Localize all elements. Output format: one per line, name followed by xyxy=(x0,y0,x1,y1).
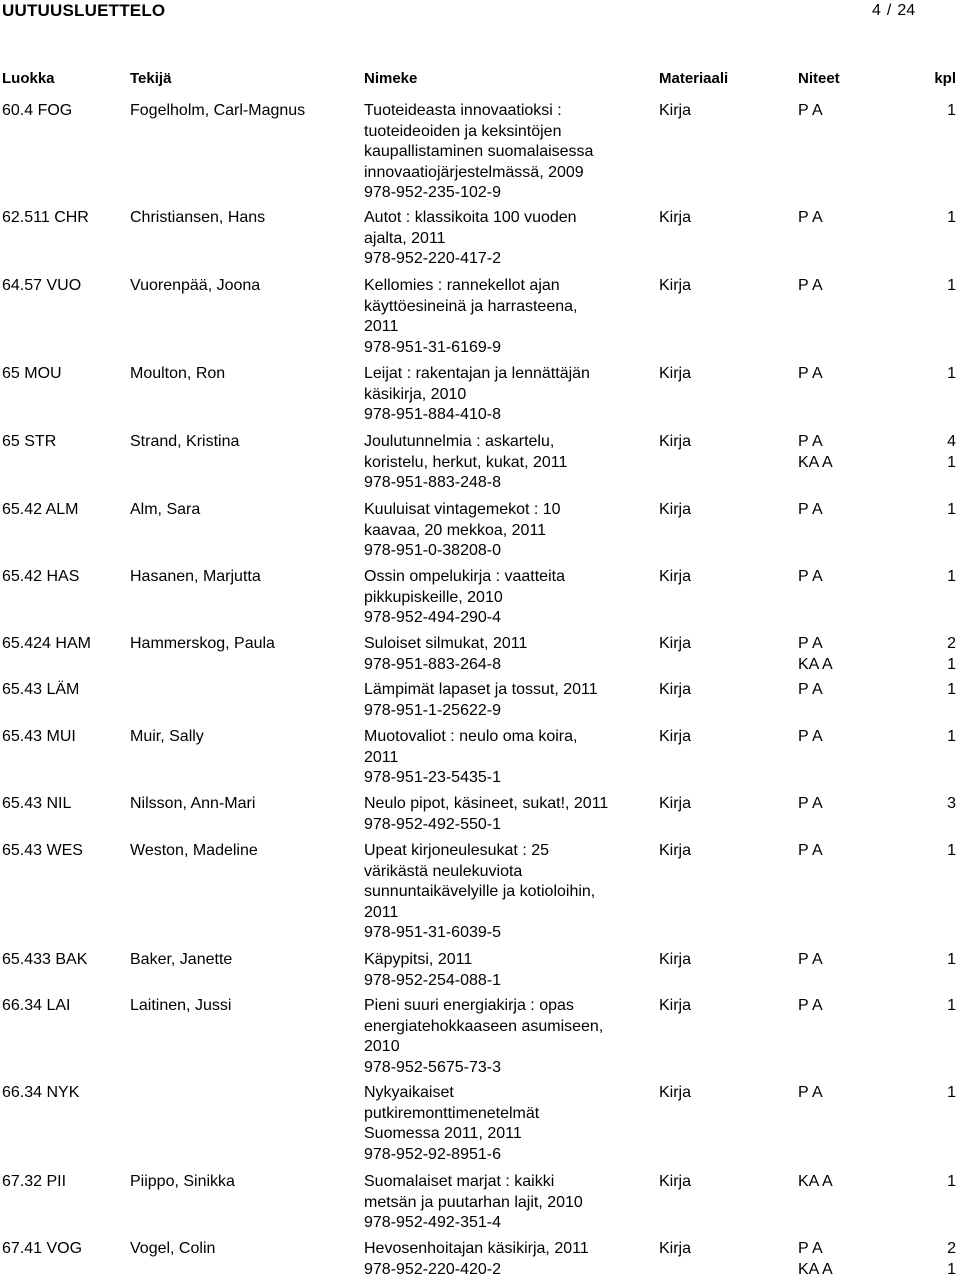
author: Alm, Sara xyxy=(130,501,201,518)
class-code: 66.34 LAI xyxy=(2,997,71,1014)
class-code: 67.32 PII xyxy=(2,1173,67,1190)
copies-count-line: 1 xyxy=(947,655,956,673)
title-line: koristelu, herkut, kukat, 2011 xyxy=(364,453,568,471)
column-header-materiaali: Materiaali xyxy=(659,70,729,87)
copies-count xyxy=(880,727,956,748)
title-block xyxy=(364,276,577,358)
author: Baker, Janette xyxy=(130,951,233,968)
copies-type-line: P A xyxy=(798,951,823,968)
copies-type xyxy=(798,1083,823,1104)
material: Kirja xyxy=(659,568,692,585)
copies-count-line: 1 xyxy=(947,1084,956,1101)
copies-type-line: KA A xyxy=(798,1173,833,1190)
class-code: 65 STR xyxy=(2,433,57,450)
title-block xyxy=(364,794,608,835)
isbn: 978-951-31-6169-9 xyxy=(364,338,501,356)
copies-type-line: P A xyxy=(798,635,823,652)
isbn: 978-952-235-102-9 xyxy=(364,184,501,201)
copies-count xyxy=(880,101,956,122)
class-code: 65.433 BAK xyxy=(2,951,88,968)
copies-type xyxy=(798,727,823,748)
column-header-niteet: Niteet xyxy=(798,70,840,87)
copies-type xyxy=(798,634,833,675)
copies-type-line: KA A xyxy=(798,453,833,471)
class-code: 65.43 MUI xyxy=(2,728,76,745)
title-line: pikkupiskeille, 2010 xyxy=(364,588,503,606)
copies-type-line: P A xyxy=(798,795,823,812)
copies-count xyxy=(880,500,956,521)
title-block xyxy=(364,1239,589,1280)
class-code: 65.43 LÄM xyxy=(2,681,80,698)
author: Vuorenpää, Joona xyxy=(130,277,261,294)
title-line: energiatehokkaaseen asumiseen, xyxy=(364,1017,604,1035)
author: Weston, Madeline xyxy=(130,842,258,859)
material: Kirja xyxy=(659,728,692,745)
title-block xyxy=(364,567,565,629)
copies-type xyxy=(798,996,823,1017)
title-block xyxy=(364,208,577,270)
author: Vogel, Colin xyxy=(130,1240,216,1257)
copies-count-line: 1 xyxy=(947,568,956,585)
copies-count xyxy=(880,634,956,675)
isbn: 978-951-883-264-8 xyxy=(364,655,501,673)
title-line: putkiremonttimenetelmät xyxy=(364,1104,540,1122)
copies-count xyxy=(880,208,956,229)
author: Fogelholm, Carl-Magnus xyxy=(130,102,306,119)
title-block xyxy=(364,1172,583,1234)
author: Christiansen, Hans xyxy=(130,209,266,226)
isbn: 978-951-31-6039-5 xyxy=(364,924,501,941)
isbn: 978-952-92-8951-6 xyxy=(364,1145,501,1163)
isbn: 978-951-23-5435-1 xyxy=(364,769,501,786)
title-line: 2011 xyxy=(364,903,399,921)
title-line: käsikirja, 2010 xyxy=(364,385,467,403)
copies-count-line: 1 xyxy=(947,1260,956,1278)
title-line: Lämpimät lapaset ja tossut, 2011 xyxy=(364,681,598,698)
copies-type-line: P A xyxy=(798,209,823,226)
copies-type xyxy=(798,276,823,297)
isbn: 978-951-884-410-8 xyxy=(364,406,501,423)
copies-count-line: 1 xyxy=(947,102,956,119)
copies-count-line: 1 xyxy=(947,842,956,859)
title-block xyxy=(364,727,577,789)
material: Kirja xyxy=(659,842,692,859)
copies-count-line: 3 xyxy=(947,795,956,812)
material: Kirja xyxy=(659,1173,692,1190)
class-code: 65.424 HAM xyxy=(2,635,91,652)
copies-count-line: 1 xyxy=(947,728,956,745)
copies-type xyxy=(798,1239,833,1280)
title-line: ajalta, 2011 xyxy=(364,229,446,247)
class-code: 65 MOU xyxy=(2,365,62,382)
class-code: 66.34 NYK xyxy=(2,1084,80,1101)
copies-count xyxy=(880,680,956,701)
copies-count-line: 1 xyxy=(947,501,956,518)
copies-count-line: 4 xyxy=(947,433,956,450)
copies-count xyxy=(880,1172,956,1193)
title-line: 2010 xyxy=(364,1038,400,1055)
copies-count xyxy=(880,841,956,862)
title-line: Upeat kirjoneulesukat : 25 xyxy=(364,842,549,859)
title-line: Kellomies : rannekellot ajan xyxy=(364,277,560,294)
material: Kirja xyxy=(659,1240,692,1257)
copies-type-line: P A xyxy=(798,501,823,518)
author: Piippo, Sinikka xyxy=(130,1173,235,1190)
title-block xyxy=(364,996,603,1078)
isbn: 978-951-1-25622-9 xyxy=(364,701,501,719)
isbn: 978-952-492-351-4 xyxy=(364,1214,501,1231)
copies-type xyxy=(798,101,823,122)
copies-count-line: 1 xyxy=(947,453,956,471)
copies-count xyxy=(880,1083,956,1104)
class-code: 67.41 VOG xyxy=(2,1240,83,1257)
title-line: Muotovaliot : neulo oma koira, xyxy=(364,728,578,745)
material: Kirja xyxy=(659,635,692,652)
title-line: Suomessa 2011, 2011 xyxy=(364,1125,522,1142)
copies-type xyxy=(798,432,833,473)
material: Kirja xyxy=(659,681,692,698)
copies-count-line: 1 xyxy=(947,209,956,226)
title-line: Tuoteideasta innovaatioksi : xyxy=(364,102,562,119)
title-line: värikästä neulekuviota xyxy=(364,862,523,880)
title-block xyxy=(364,432,567,494)
page-current: 4 xyxy=(872,2,881,19)
column-header-kpl: kpl xyxy=(934,70,956,87)
copies-type-line: P A xyxy=(798,728,823,745)
page-separator: / xyxy=(886,2,892,19)
copies-type xyxy=(798,841,823,862)
author: Muir, Sally xyxy=(130,728,204,745)
isbn: 978-952-220-420-2 xyxy=(364,1260,501,1278)
copies-count xyxy=(880,996,956,1017)
class-code: 65.42 ALM xyxy=(2,501,79,518)
material: Kirja xyxy=(659,501,692,518)
copies-type-line: P A xyxy=(798,681,823,698)
title-block xyxy=(364,101,593,204)
title-block xyxy=(364,634,527,675)
copies-type xyxy=(798,208,823,229)
copies-count-line: 1 xyxy=(947,951,956,968)
title-block xyxy=(364,950,501,991)
copies-count xyxy=(880,432,956,473)
material: Kirja xyxy=(659,795,692,812)
title-line: Ossin ompelukirja : vaatteita xyxy=(364,568,565,585)
copies-type-line: P A xyxy=(798,277,823,294)
title-block xyxy=(364,364,590,426)
isbn: 978-952-494-290-4 xyxy=(364,609,501,626)
copies-type xyxy=(798,567,823,588)
title-line: käyttöesineinä ja harrasteena, xyxy=(364,297,578,315)
copies-type-line: KA A xyxy=(798,655,833,673)
copies-type xyxy=(798,680,823,701)
title-block xyxy=(364,841,595,944)
title-line: kaupallistaminen suomalaisessa xyxy=(364,143,594,160)
material: Kirja xyxy=(659,1084,692,1101)
title-line: Suloiset silmukat, 2011 xyxy=(364,635,528,652)
author: Nilsson, Ann-Mari xyxy=(130,795,256,812)
page-title: UUTUUSLUETTELO xyxy=(2,1,166,20)
copies-type-line: P A xyxy=(798,842,823,859)
copies-count-line: 1 xyxy=(947,1173,956,1190)
material: Kirja xyxy=(659,102,692,119)
copies-count-line: 1 xyxy=(947,277,956,294)
isbn: 978-952-492-550-1 xyxy=(364,815,501,833)
page-indicator xyxy=(872,2,915,20)
copies-count-line: 1 xyxy=(947,365,956,382)
title-line: Suomalaiset marjat : kaikki xyxy=(364,1173,555,1190)
copies-type xyxy=(798,364,823,385)
class-code: 65.43 WES xyxy=(2,842,83,859)
author: Hammerskog, Paula xyxy=(130,635,275,652)
title-line: innovaatiojärjestelmässä, 2009 xyxy=(364,163,584,181)
copies-type-line: P A xyxy=(798,102,823,119)
copies-type-line: P A xyxy=(798,433,823,450)
isbn: 978-952-5675-73-3 xyxy=(364,1058,501,1076)
column-header-nimeke: Nimeke xyxy=(364,70,418,87)
title-line: Kuuluisat vintagemekot : 10 xyxy=(364,501,561,518)
material: Kirja xyxy=(659,277,692,294)
copies-count-line: 1 xyxy=(947,681,956,698)
title-line: 2011 xyxy=(364,748,399,766)
copies-type-line: P A xyxy=(798,568,823,585)
isbn: 978-952-220-417-2 xyxy=(364,250,501,267)
copies-count xyxy=(880,567,956,588)
material: Kirja xyxy=(659,433,692,450)
page-total: 24 xyxy=(897,2,916,19)
copies-type-line: P A xyxy=(798,1240,823,1257)
copies-type xyxy=(798,500,823,521)
class-code: 65.43 NIL xyxy=(2,795,72,812)
copies-count xyxy=(880,1239,956,1280)
author: Laitinen, Jussi xyxy=(130,997,232,1014)
column-header-tekija: Tekijä xyxy=(130,70,172,87)
copies-count xyxy=(880,794,956,815)
isbn: 978-952-254-088-1 xyxy=(364,971,501,989)
isbn: 978-951-0-38208-0 xyxy=(364,542,501,559)
author: Hasanen, Marjutta xyxy=(130,568,261,585)
title-block xyxy=(364,680,598,721)
title-line: tuoteideoiden ja keksintöjen xyxy=(364,122,562,140)
copies-type xyxy=(798,794,823,815)
copies-count xyxy=(880,364,956,385)
title-line: Käpypitsi, 2011 xyxy=(364,951,473,968)
copies-type-line: P A xyxy=(798,365,823,382)
title-line: Joulutunnelmia : askartelu, xyxy=(364,433,555,450)
isbn: 978-951-883-248-8 xyxy=(364,474,501,491)
copies-type xyxy=(798,950,823,971)
copies-type-line: P A xyxy=(798,997,823,1014)
title-line: Pieni suuri energiakirja : opas xyxy=(364,997,574,1014)
author: Strand, Kristina xyxy=(130,433,240,450)
material: Kirja xyxy=(659,365,692,382)
author: Moulton, Ron xyxy=(130,365,226,382)
copies-count-line: 2 xyxy=(947,1240,956,1257)
copies-type-line: KA A xyxy=(798,1260,833,1278)
class-code: 64.57 VUO xyxy=(2,277,82,294)
copies-count xyxy=(880,950,956,971)
title-line: kaavaa, 20 mekkoa, 2011 xyxy=(364,521,547,539)
copies-count xyxy=(880,276,956,297)
title-block xyxy=(364,1083,539,1165)
title-line: Autot : klassikoita 100 vuoden xyxy=(364,209,577,226)
copies-type xyxy=(798,1172,833,1193)
column-header-luokka: Luokka xyxy=(2,70,55,87)
title-line: Neulo pipot, käsineet, sukat!, 2011 xyxy=(364,795,609,812)
title-line: 2011 xyxy=(364,318,399,335)
title-line: Hevosenhoitajan käsikirja, 2011 xyxy=(364,1240,589,1257)
title-line: metsän ja puutarhan lajit, 2010 xyxy=(364,1193,583,1211)
class-code: 60.4 FOG xyxy=(2,102,73,119)
copies-count-line: 2 xyxy=(947,635,956,652)
class-code: 65.42 HAS xyxy=(2,568,80,585)
title-block xyxy=(364,500,561,562)
copies-count-line: 1 xyxy=(947,997,956,1014)
material: Kirja xyxy=(659,209,692,226)
material: Kirja xyxy=(659,951,692,968)
material: Kirja xyxy=(659,997,692,1014)
title-line: Nykyaikaiset xyxy=(364,1084,454,1101)
title-line: Leijat : rakentajan ja lennättäjän xyxy=(364,365,590,382)
copies-type-line: P A xyxy=(798,1084,823,1101)
title-line: sunnuntaikävelyille ja kotioloihin, xyxy=(364,883,596,900)
class-code: 62.511 CHR xyxy=(2,209,89,226)
